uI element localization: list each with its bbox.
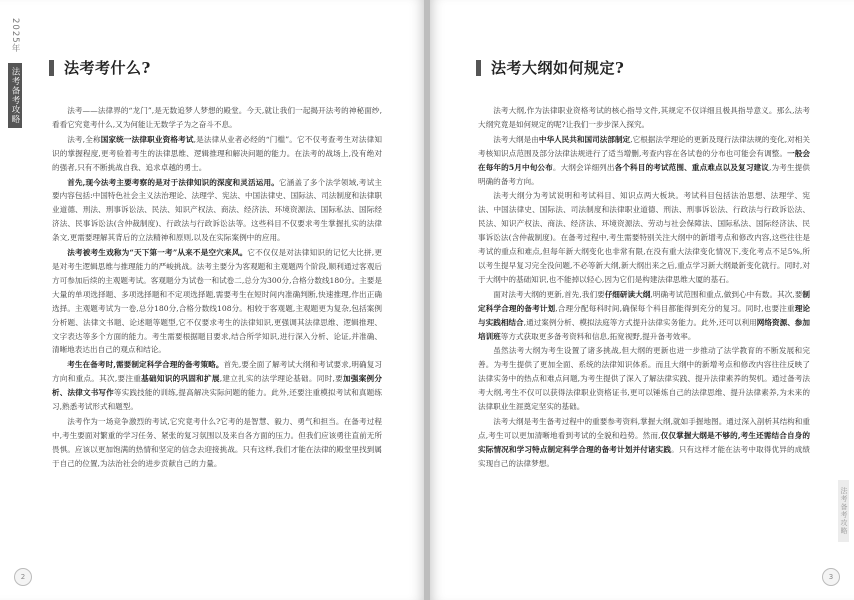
paragraph — [52, 133, 382, 175]
text-run: 法考大纲是由 — [493, 134, 539, 144]
bold-run: 仔细研读大纲 — [604, 289, 651, 299]
bold-run: 各个科目的考试范围、重点难点以及复习建议 — [614, 162, 769, 172]
text-run: 。大纲会详细列出 — [552, 162, 615, 172]
bold-run: 首先,现今法考主要考察的是对于法律知识的深度和灵活运用。 — [67, 177, 279, 187]
paragraph — [52, 104, 382, 132]
paragraph — [478, 133, 810, 189]
text-run: 等方式获取更多备考资料和信息,拓宽视野,提升备考效率。 — [500, 331, 696, 341]
text-run: ,它根据法学理论的更新及现行法律法规的变化,对相关考核知识点范围及部分法律法规进行了适当增删,考查内容在各试卷的分布也可能会有调整。 — [478, 134, 811, 158]
text-run: ,通过案例分析、模拟法庭等方式提升法律实务能力。此外,还可以利用 — [523, 317, 757, 327]
article-body — [52, 104, 382, 472]
left-page — [0, 0, 424, 600]
text-run: ,为考生提供明确的备考方向。 — [478, 162, 810, 186]
text-run: ,建立扎实的法学理论基础。同时,要 — [219, 374, 343, 384]
text-run: 它不仅仅是对法律知识的记忆大比拼,更是对考生逻辑思维与推理能力的严峻挑战。法考主要分为客观题和主观题两个阶段,顺利通过客观后方可参加后续的主观题考试。客观题分为试卷一和试卷二,总分为300分,合格分数线180分。主要是大量的单项选择题、多项选择题和不定项选择题,需要考生在短时间内准确判断,快速推理,作出正确选择。主观题考试为一卷,总分180分,合格分数线108分。相较于客观题,主观题更为复杂,包括案例分析题、法律文书题、论述题等题型,它不仅要求考生的法律知识,更强调其法律思维、逻辑推理、文字表达等多个方面的能力。考生需要根据题目要求,结合所学知识,进行深入分析、论证,并准确、清晰地表达出自己的观点和结论。 — [52, 248, 382, 355]
text-run: 法考作为一场竞争激烈的考试,它究竟考什么?它考的是智慧、毅力、勇气和担当。在备考过程中,考生要面对繁重的学习任务、紧张的复习氛围以及来自各方面的压力。但我们应该勇往直前无所畏惧。应该以更加饱满的热情和坚定的信念去迎接挑战。只有这样,我们才能在法律的殿堂里找到属于自己的位置,为法治社会的进步贡献自己的力量。 — [52, 416, 382, 468]
side-tab-label: 法考备考攻略 — [838, 480, 849, 542]
text-run: 法考大纲分为考试说明和考试科目、知识点两大板块。考试科目包括法治思想、法理学、宪法、中国法律史、国际法、司法制度和法律职业道德、刑法、刑事诉讼法、行政法与行政诉讼法、民法、知识产权法、商法、经济法、环境资源法、劳动与社会保障法、国际私法、国际经济法、民事诉讼法(含仲裁制度)。在备考过程中,考生需要特别关注大纲中的新增考点和修改内容,这些往往是考试的重点和难点,但每年新大纲变化也非常有限,在没有重大法律变化情况下,变化考点不足5%,所以考生提早复习完全没问题,不必等新大纲,新大纲出来之后,重点学习新大纲最新变化就行。同时,对于大纲中的基础知识,也不能掉以轻心,因为它们是构建法律思维大厦的基石。 — [478, 191, 810, 284]
bold-run: 网络资源、参加培训班 — [478, 317, 811, 341]
page-number: 3 — [822, 568, 840, 586]
text-run: ,合理分配每科时间,确保每个科目都能得到充分的复习。同时,也要注重 — [555, 303, 795, 313]
section-title — [49, 57, 151, 79]
bold-run: 仅仅掌握大纲是不够的,考生还需结合自身的实际情况和学习特点制定科学合理的备考计划并付诸实践 — [478, 430, 810, 454]
side-tab — [8, 18, 22, 128]
bold-run: 基础知识的巩固和扩展 — [141, 374, 220, 384]
right-page — [430, 0, 854, 600]
paragraph — [52, 176, 382, 246]
paragraph — [52, 415, 382, 471]
text-run: 它涵盖了多个法学领域,考试主要内容包括:中国特色社会主义法治理论、法理学、宪法、中国法律史、国际法、司法制度和法律职业道德、刑法、刑事诉讼法、民法、知识产权法、商法、经济法、环境资源法、国际私法、国际经济法、民事诉讼法(含仲裁制度)、行政法与行政诉讼法等。这些科目不仅要求考生掌握扎实的法律条文,更需要理解其背后的立法精神和原则,以及在实际案例中的应用。 — [52, 177, 383, 243]
text-run: 法考,全称 — [67, 134, 101, 144]
paragraph — [478, 344, 810, 414]
title-text: 法考大纲如何规定? — [491, 59, 625, 77]
text-run: 法考——法律界的“龙门”,是无数追梦人梦想的殿堂。今天,就让我们一起揭开法考的神秘面纱,看看它究竟考什么,又为何能让无数学子为之奋斗不息。 — [52, 106, 382, 129]
paragraph — [478, 189, 810, 286]
side-tab-label: 法考备考攻略 — [8, 63, 22, 128]
text-run: 法考大纲,作为法律职业资格考试的核心指导文件,其规定不仅详细且极具指导意义。那么,法考大纲究竟是如何规定的呢?让我们一步步深入探究。 — [478, 106, 810, 129]
text-run: ,明确考试范围和重点,做到心中有数。其次,要 — [650, 289, 803, 299]
text-run: ,是法律从业者必经的“门槛”。它不仅考查考生对法律知识的掌握程度,更考验着考生的法律思维、逻辑推理和解决问题的能力。在法考的战场上,没有绝对的强者,只有不断挑战自我、追求卓越的勇士。 — [52, 134, 382, 172]
bold-run: 考生在备考时,需要制定科学合理的备考策略。 — [67, 360, 224, 370]
bold-run: 一般会在每年的5月中旬公布 — [478, 148, 811, 172]
text-run: 面对法考大纲的更新,首先,我们要 — [493, 289, 605, 299]
text-run: 等实践技能的训练,提高解决实际问题的能力。此外,还要注重模拟考试和真题练习,熟悉考试形式和题型。 — [52, 388, 383, 412]
bold-run: 中华人民共和国司法部制定 — [538, 134, 631, 144]
side-tab-year: 2025年 — [10, 18, 20, 54]
text-run: 首先,要全面了解考试大纲和考试要求,明确复习方向和重点。其次,要注重 — [52, 360, 382, 384]
paragraph — [52, 358, 382, 414]
page-number: 2 — [14, 568, 32, 586]
text-run: 法考大纲是考生备考过程中的重要参考资料,掌握大纲,就如手握地图。通过深入剖析其结构和重点,考生可以更加清晰地看到考试的全貌和趋势。然而, — [478, 416, 810, 440]
text-run: 虽然法考大纲为考生设置了诸多挑战,但大纲的更新也进一步推动了法学教育的不断发展和完善。为考生提供了更加全面、系统的法律知识体系。而且大纲中的新增考点和修改内容往往反映了法律实务中的热点和难点问题,为考生提供了深入了解法律实践、提升法律素养的契机。通过备考法考大纲,考生不仅可以获得法律职业资格证书,更可以锤炼自己的法律思维、提升法律素养,为未来的法律职业生涯奠定坚实的基础。 — [478, 346, 810, 412]
paragraph — [478, 104, 810, 132]
title-text: 法考考什么? — [64, 59, 151, 77]
title-marker — [49, 60, 54, 76]
article-body — [478, 104, 810, 472]
bold-run: 理论与实践相结合 — [478, 303, 811, 327]
bold-run: 制定科学合理的备考计划 — [478, 289, 810, 313]
section-title — [476, 57, 624, 79]
text-run: 。只有这样才能在法考中取得优异的成绩实现自己的法律梦想。 — [478, 444, 811, 468]
paragraph — [478, 415, 810, 471]
paragraph — [478, 288, 810, 344]
title-marker — [476, 60, 481, 76]
bold-run: 加强案例分析、法律文书写作 — [52, 374, 383, 398]
bold-run: 国家统一法律职业资格考试 — [100, 134, 194, 144]
bold-run: 法考被考生戏称为“天下第一考”从来不是空穴来风。 — [67, 248, 248, 258]
paragraph — [52, 246, 382, 357]
